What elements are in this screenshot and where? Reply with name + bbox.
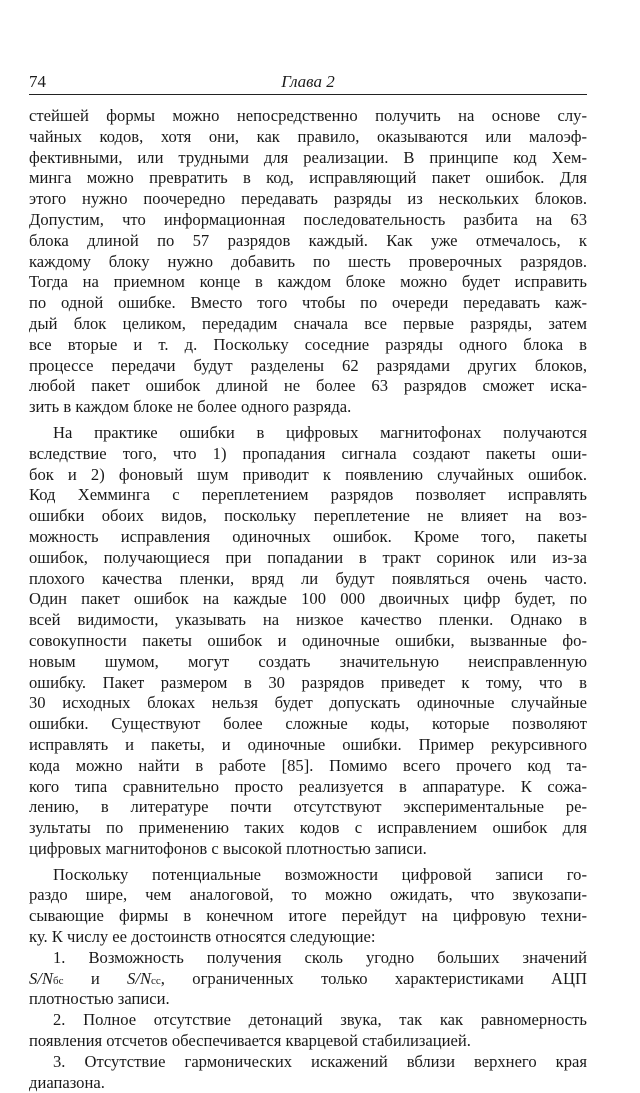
text-line: Поскольку потенциальные возможности цифровой записи го- <box>53 864 587 884</box>
text-line: по одной ошибке. Вместо того чтобы по очереди передавать каж- <box>29 293 587 313</box>
text-line: плохого качества пленки, вряд ли будут появляться очень часто. <box>29 568 587 588</box>
text-line: ошибки обоих видов, поскольку переплетение не влияет на воз- <box>29 506 587 526</box>
text-line: Тогда на приемном конце в каждом блоке можно будет исправить <box>29 272 587 292</box>
list-item-3 <box>29 1052 587 1093</box>
page-number: 74 <box>29 72 46 91</box>
text-line: чайных кодов, хотя они, как правило, оказываются или малоэф- <box>29 126 587 146</box>
text-line: ошибки. Существуют более сложные коды, которые позволяют <box>29 714 587 734</box>
snr-subscript: бс <box>52 974 64 987</box>
text-line: цифровых магнитофонов с высокой плотностью записи. <box>29 838 427 858</box>
snr-subscript: сс <box>151 974 161 987</box>
text-line: 3. Отсутствие гармонических искажений вблизи верхнего края <box>53 1051 587 1071</box>
text-line: Код Хемминга с переплетением разрядов позволяет исправлять <box>29 485 587 505</box>
text-line: блока длиной по 57 разрядов каждый. Как уже отмечалось, к <box>29 230 587 250</box>
text-line: ку. К числу ее достоинств относятся следующие: <box>29 927 376 947</box>
text-line: Допустим, что информационная последовательность разбита на 63 <box>29 209 587 229</box>
running-header <box>29 70 587 95</box>
text-line: совокупности пакеты ошибок и одиночные ошибки, вызванные фо- <box>29 630 587 650</box>
text-line: этого нужно поочередно передавать разряды из нескольких блоков. <box>29 189 587 209</box>
text-line: любой пакет ошибок длиной не более 63 разрядов сможет иска- <box>29 376 587 396</box>
text-line: вследствие того, что 1) пропадания сигнала создают пакеты оши- <box>29 443 587 463</box>
formula-line <box>29 969 587 990</box>
text-line: раздо шире, чем аналоговой, то можно ожидать, что звукозапи- <box>29 885 587 905</box>
text-line: можность исправления одиночных ошибок. Кроме того, пакеты <box>29 526 587 546</box>
text-line: кода можно найти в работе [85]. Помимо всего прочего код та- <box>29 755 587 775</box>
text-line: зить в каждом блоке не более одного разряда. <box>29 397 352 417</box>
list-item-2 <box>29 1010 587 1052</box>
text-line: зультаты по применению таких кодов с исправлением ошибок для <box>29 818 587 838</box>
text-line: 2. Полное отсутствие детонаций звука, так как равномерность <box>53 1010 587 1030</box>
paragraph-bursts <box>29 106 587 418</box>
text-line: лению, в литературе почти отсутствуют экспериментальные ре- <box>29 797 587 817</box>
text-line: ошибку. Пакет размером в 30 разрядов приведет к тому, что в <box>29 672 587 692</box>
paragraph-advantages <box>29 865 587 948</box>
list-item-1 <box>29 948 587 1010</box>
text-line: Один пакет ошибок на каждые 100 000 двоичных цифр будет, по <box>29 589 587 609</box>
text-line: все вторые и т. д. Поскольку соседние разряды одного блока в <box>29 334 587 354</box>
formula-tail: , ограниченных только характеристиками АЦП <box>160 968 587 988</box>
text-line: процессе передачи будут разделены 62 разрядами других блоков, <box>29 355 587 375</box>
text-line: появления отсчетов обеспечивается кварцевой стабилизацией. <box>29 1031 471 1051</box>
text-line: кого типа сравнительно просто реализуется в аппаратуре. К сожа- <box>29 776 587 796</box>
text-line: 1. Возможность получения сколь угодно больших значений <box>53 947 587 967</box>
body-text <box>29 106 587 1093</box>
text-line: исправлять и пакеты, и одиночные ошибки. Пример рекурсивного <box>29 734 587 754</box>
text-line: ошибок, получающиеся при попадании в тракт соринок или из-за <box>29 547 587 567</box>
text-line: бок и 2) фоновый шум приводит к появлению случайных ошибок. <box>29 464 587 484</box>
paragraph-practice <box>29 423 587 860</box>
text-line: дый блок целиком, передадим сначала все первые разряды, затем <box>29 313 587 333</box>
text-line: 30 исходных блоках нельзя будет допускать одиночные случайные <box>29 693 587 713</box>
text-line: каждому блоку нужно добавить по шесть проверочных разрядов. <box>29 251 587 271</box>
text-line: новым шумом, могут создать значительную неисправленную <box>29 651 587 671</box>
formula-conjunction: и <box>63 968 128 988</box>
text-line: фективными, или трудными для реализации. В принципе код Хем- <box>29 147 587 167</box>
text-line: На практике ошибки в цифровых магнитофонах получаются <box>53 422 587 442</box>
text-line: диапазона. <box>29 1072 105 1092</box>
chapter-title: Глава 2 <box>281 72 335 91</box>
text-line: плотностью записи. <box>29 989 170 1009</box>
text-line: всей видимости, указывать на низкое качество пленки. Однако в <box>29 610 587 630</box>
text-line: сывающие фирмы в конечном итоге перейдут на цифровую техни- <box>29 906 587 926</box>
text-line: стейшей формы можно непосредственно получить на основе слу- <box>29 106 587 125</box>
snr-symbol: S/N <box>127 968 152 988</box>
text-line: минга можно превратить в код, исправляющий пакет ошибок. Для <box>29 168 587 188</box>
snr-symbol: S/N <box>29 968 53 988</box>
